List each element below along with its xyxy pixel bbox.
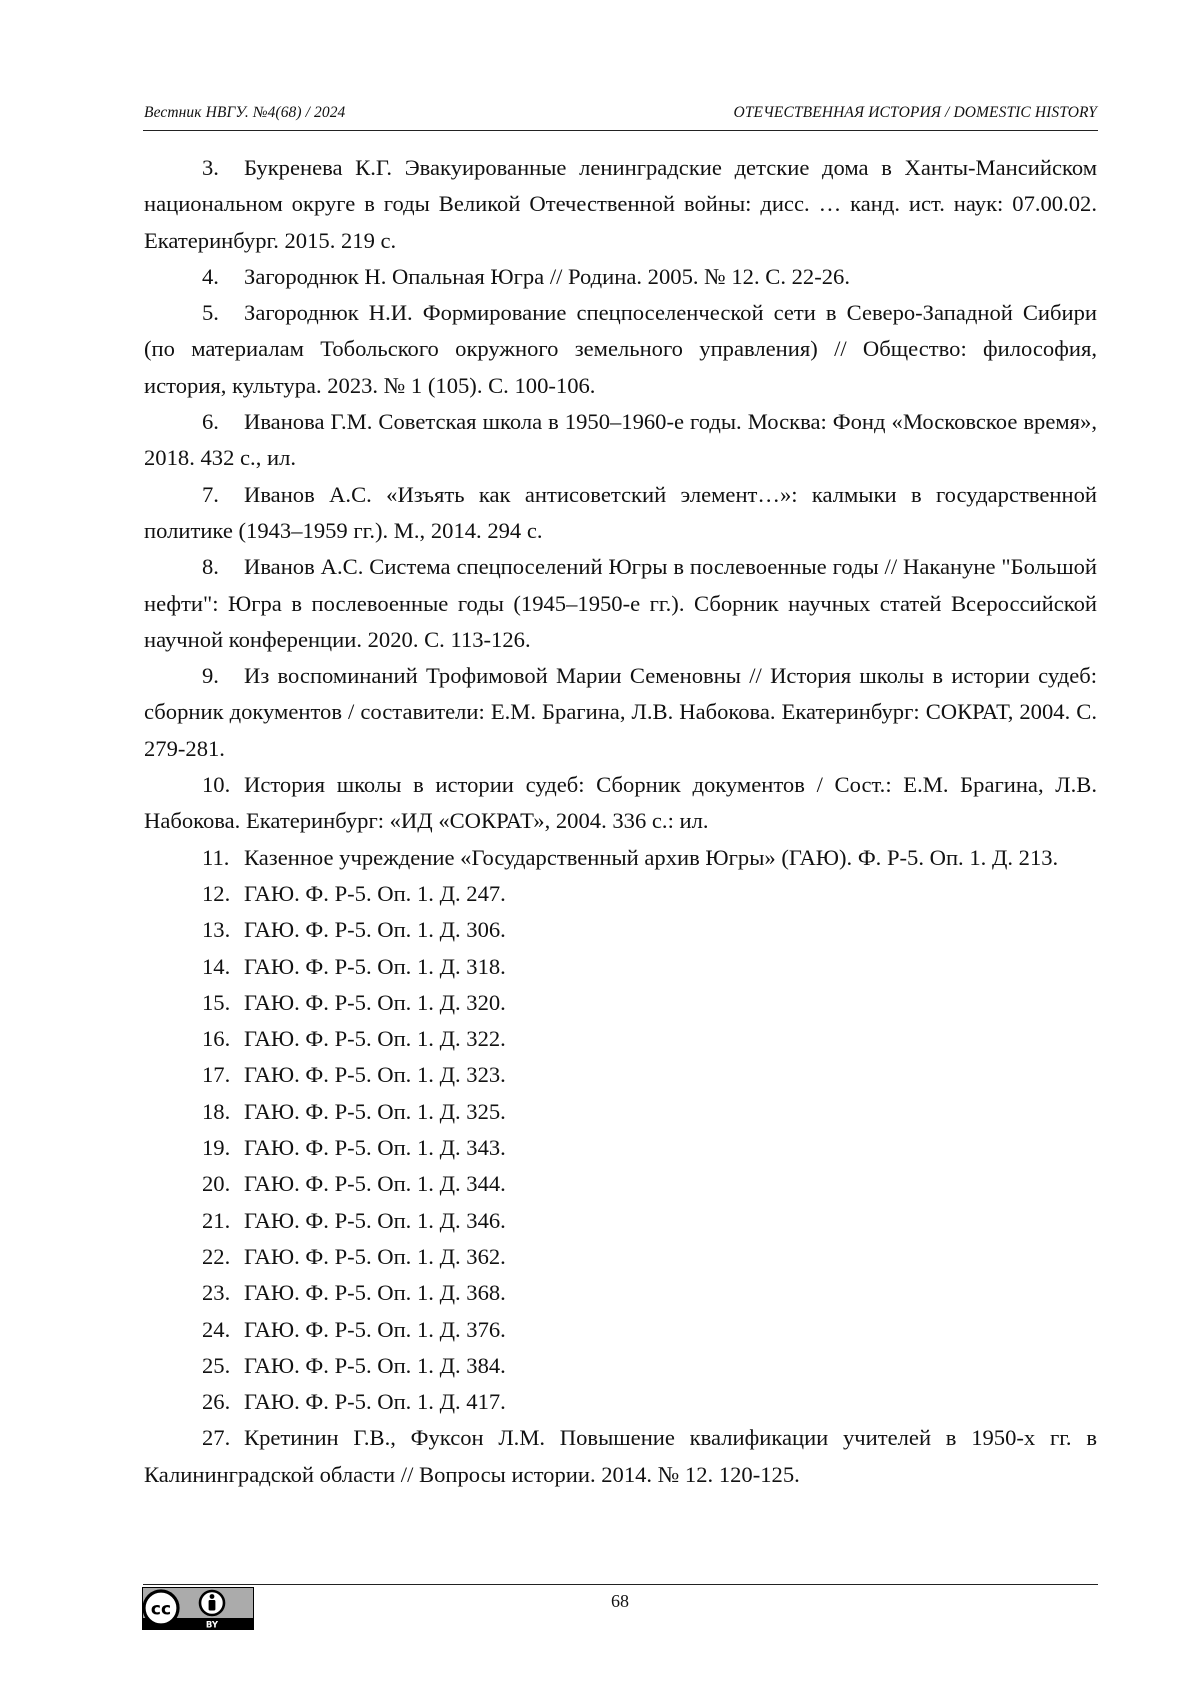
reference-item: [144, 1021, 1097, 1057]
reference-item: [144, 840, 1097, 876]
reference-number: 19.: [202, 1135, 231, 1161]
reference-number: 15.: [202, 989, 231, 1015]
reference-number: 8.: [202, 554, 219, 580]
reference-text: ГАЮ. Ф. Р-5. Оп. 1. Д. 343.: [244, 1135, 506, 1161]
reference-item: [144, 477, 1097, 550]
reference-text: Из воспоминаний Трофимовой Марии Семеновны // История школы в истории судеб: сборник документов / составители: Е.М. Брагина, Л.В. Набокова. Екатеринбург: СОКРАТ, 2004. С. 279-281.: [144, 663, 1097, 761]
reference-item: [144, 404, 1097, 477]
reference-item: [144, 1312, 1097, 1348]
reference-text: ГАЮ. Ф. Р-5. Оп. 1. Д. 362.: [244, 1243, 506, 1269]
reference-text: ГАЮ. Ф. Р-5. Оп. 1. Д. 323.: [244, 1062, 506, 1088]
reference-number: 4.: [202, 263, 219, 289]
reference-number: 11.: [202, 844, 230, 870]
reference-text: ГАЮ. Ф. Р-5. Оп. 1. Д. 368.: [244, 1280, 506, 1306]
reference-number: 27.: [202, 1425, 231, 1451]
reference-item: [144, 549, 1097, 658]
reference-text: ГАЮ. Ф. Р-5. Оп. 1. Д. 318.: [244, 953, 506, 979]
reference-item: [144, 1203, 1097, 1239]
reference-item: [144, 150, 1097, 259]
reference-item: [144, 295, 1097, 404]
reference-number: 17.: [202, 1062, 231, 1088]
cc-by-icon: [142, 1587, 254, 1630]
reference-number: 22.: [202, 1243, 231, 1269]
reference-number: 12.: [202, 880, 231, 906]
reference-text: ГАЮ. Ф. Р-5. Оп. 1. Д. 322.: [244, 1026, 506, 1052]
reference-text: Загороднюк Н. Опальная Югра // Родина. 2005. № 12. С. 22-26.: [244, 263, 850, 289]
reference-number: 14.: [202, 953, 231, 979]
reference-number: 9.: [202, 663, 219, 689]
reference-text: История школы в истории судеб: Сборник документов / Сост.: Е.М. Брагина, Л.В. Набокова. Екатеринбург: «ИД «СОКРАТ», 2004. 336 с.: ил.: [144, 772, 1097, 834]
reference-text: ГАЮ. Ф. Р-5. Оп. 1. Д. 417.: [244, 1389, 506, 1415]
reference-text: ГАЮ. Ф. Р-5. Оп. 1. Д. 376.: [244, 1316, 506, 1342]
reference-number: 20.: [202, 1171, 231, 1197]
reference-item: [144, 658, 1097, 767]
reference-text: Иванов А.С. Система спецпоселений Югры в послевоенные годы // Накануне "Большой нефти": Югра в послевоенные годы (1945–1950-е гг.). Сборник научных статей Всероссийской научной конференции. 2020. С. 113-126.: [144, 554, 1097, 652]
reference-item: [144, 1130, 1097, 1166]
reference-item: [144, 1057, 1097, 1093]
reference-number: 3.: [202, 155, 219, 180]
reference-number: 7.: [202, 481, 219, 507]
reference-list: [144, 150, 1097, 1493]
reference-text: Иванов А.С. «Изъять как антисоветский элемент…»: калмыки в государственной политике (1943–1959 гг.). М., 2014. 294 с.: [144, 481, 1097, 543]
section-title-header: ОТЕЧЕСТВЕННАЯ ИСТОРИЯ / DOMESTIC HISTORY: [733, 104, 1097, 121]
reference-item: [144, 1166, 1097, 1202]
reference-text: ГАЮ. Ф. Р-5. Оп. 1. Д. 306.: [244, 917, 506, 943]
reference-item: [144, 876, 1097, 912]
cc-text: cc: [150, 1599, 172, 1620]
reference-number: 21.: [202, 1207, 231, 1233]
reference-number: 6.: [202, 409, 219, 435]
running-header: [144, 104, 1097, 126]
reference-text: ГАЮ. Ф. Р-5. Оп. 1. Д. 344.: [244, 1171, 506, 1197]
reference-number: 10.: [202, 772, 231, 798]
reference-number: 26.: [202, 1389, 231, 1415]
header-divider: [143, 130, 1098, 131]
reference-item: [144, 1384, 1097, 1420]
reference-item: [144, 1348, 1097, 1384]
reference-text: ГАЮ. Ф. Р-5. Оп. 1. Д. 346.: [244, 1207, 506, 1233]
reference-number: 25.: [202, 1352, 231, 1378]
reference-number: 24.: [202, 1316, 231, 1342]
reference-text: Иванова Г.М. Советская школа в 1950–1960-е годы. Москва: Фонд «Московское время», 2018. 432 с., ил.: [144, 409, 1097, 471]
reference-item: [144, 1275, 1097, 1311]
reference-text: Загороднюк Н.И. Формирование спецпоселенческой сети в Северо-Западной Сибири (по материалам Тобольского окружного земельного управления) // Общество: философия, история, культура. 2023. № 1 (105). С. 100-106.: [144, 300, 1097, 398]
journal-issue-header: Вестник НВГУ. №4(68) / 2024: [144, 104, 346, 121]
reference-item: [144, 767, 1097, 840]
reference-item: [144, 912, 1097, 948]
reference-number: 16.: [202, 1026, 231, 1052]
reference-item: [144, 949, 1097, 985]
reference-text: ГАЮ. Ф. Р-5. Оп. 1. Д. 325.: [244, 1098, 506, 1124]
reference-number: 13.: [202, 917, 231, 943]
reference-text: Кретинин Г.В., Фуксон Л.М. Повышение квалификации учителей в 1950-х гг. в Калининградской области // Вопросы истории. 2014. № 12. 120-125.: [144, 1425, 1097, 1487]
footer-divider: [143, 1584, 1098, 1585]
reference-item: [144, 1239, 1097, 1275]
reference-item: [144, 1420, 1097, 1493]
reference-item: [144, 1094, 1097, 1130]
reference-text: Букренева К.Г. Эвакуированные ленинградские детские дома в Ханты-Мансийском национальном округе в годы Великой Отечественной войны: дисс. … канд. ист. наук: 07.00.02. Екатеринбург. 2015. 219 с.: [144, 155, 1097, 253]
reference-item: [144, 985, 1097, 1021]
page-number: 68: [611, 1591, 629, 1611]
reference-text: Казенное учреждение «Государственный архив Югры» (ГАЮ). Ф. Р-5. Оп. 1. Д. 213.: [244, 844, 1059, 870]
reference-text: ГАЮ. Ф. Р-5. Оп. 1. Д. 384.: [244, 1352, 506, 1378]
reference-number: 5.: [202, 300, 219, 326]
by-text: BY: [205, 1620, 219, 1630]
reference-text: ГАЮ. Ф. Р-5. Оп. 1. Д. 320.: [244, 989, 506, 1015]
reference-text: ГАЮ. Ф. Р-5. Оп. 1. Д. 247.: [244, 880, 506, 906]
reference-number: 23.: [202, 1280, 231, 1306]
reference-number: 18.: [202, 1098, 231, 1124]
reference-item: [144, 259, 1097, 295]
